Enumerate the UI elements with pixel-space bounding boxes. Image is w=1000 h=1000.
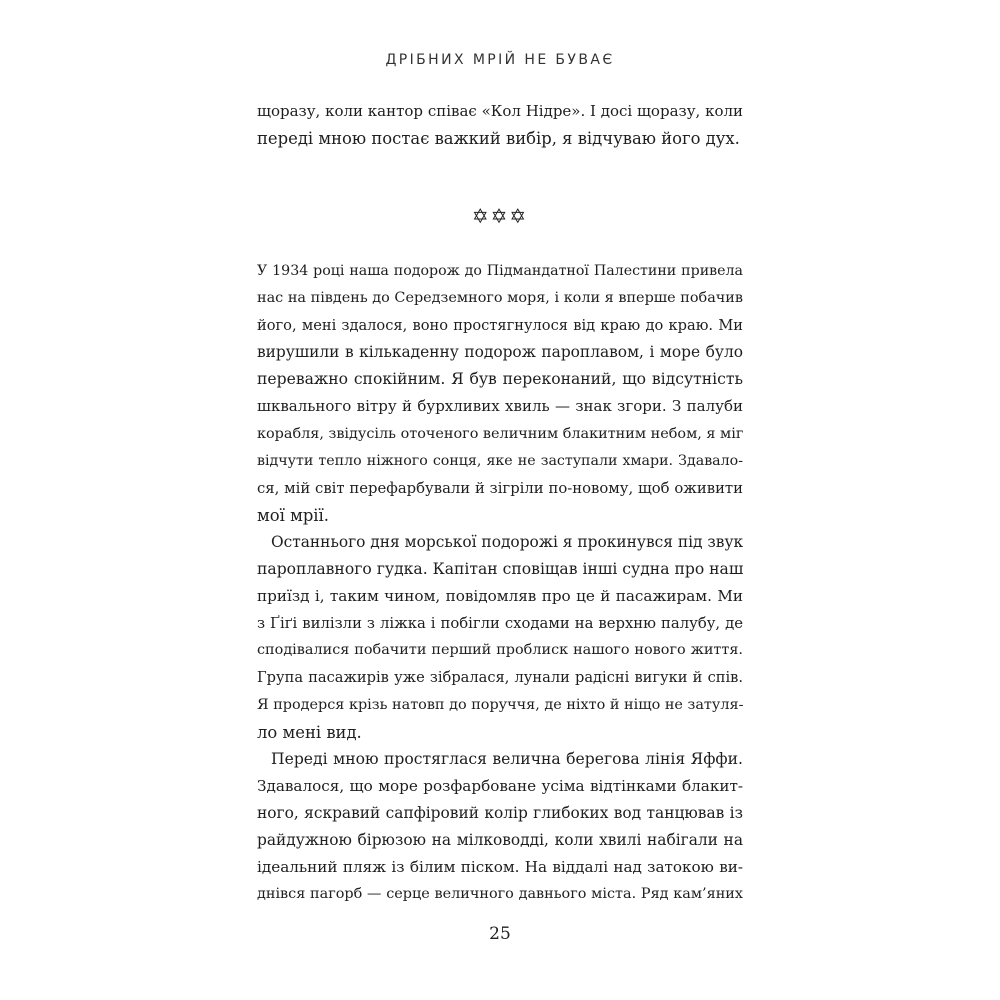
text-line: Група пасажирів уже зібралася, лунали радісні вигуки й спів. (257, 669, 743, 687)
text-line: нас на південь до Середземного моря, і коли я вперше побачив (257, 290, 743, 307)
text-line: переважно спокійним. Я був переконаний, що відсутність (257, 370, 743, 389)
star-of-david-ornament-icon: ✡✡✡ (471, 204, 529, 228)
text-line: сподівалися побачити перший проблиск нашого нового життя. (257, 642, 743, 659)
body-text (257, 258, 743, 908)
text-line: днівся пагорб — серце величного давнього міста. Ряд кам’яних (257, 886, 743, 903)
text-line: У 1934 році наша подорож до Підмандатної Палестини привела (257, 263, 743, 279)
page-number: 25 (489, 924, 511, 944)
text-line: ся, мій світ перефарбували й зігріли по-новому, щоб оживити (257, 479, 743, 497)
text-line: пароплавного гудка. Капітан сповіщав інші судна про наш (257, 560, 744, 579)
running-head: ДРІБНИХ МРІЙ НЕ БУВАЄ (385, 52, 615, 68)
text-line: Я продерся крізь натовп до поруччя, де ніхто й ніщо не затуля- (257, 696, 744, 713)
top-paragraph (257, 98, 743, 152)
text-line: ного, яскравий сапфіровий колір глибоких вод танцював із (257, 803, 743, 822)
text-line: корабля, звідусіль оточеного величним блакитним небом, я міг (257, 425, 744, 442)
text-line: ідеальний пляж із білим піском. На віддалі над затокою ви- (257, 858, 743, 877)
text-line: ло мені вид. (257, 722, 362, 742)
text-line: Здавалося, що море розфарбоване усіма відтінками блакит- (257, 776, 743, 795)
text-line: Останнього дня морської подорожі я прокинувся під звук (271, 532, 744, 551)
text-line: вирушили в кількаденну подорож пароплавом, і море було (257, 343, 743, 362)
text-line: приїзд і, таким чином, повідомляв про це й пасажирам. Ми (257, 587, 743, 606)
text-line: Переді мною простяглася велична берегова лінія Яффи. (271, 749, 743, 768)
text-line: шквального вітру й бурхливих хвиль — знак згори. З палуби (257, 397, 743, 416)
text-line: мої мрії. (257, 505, 330, 525)
text-line: відчути тепло ніжного сонця, яке не заступали хмари. Здавало- (257, 452, 743, 469)
text-line: щоразу, коли кантор співає «Кол Нідре». І досі щоразу, коли (257, 102, 743, 120)
text-line: переді мною постає важкий вибір, я відчуваю його дух. (257, 129, 740, 149)
text-line: райдужною бірюзою на мілководді, коли хвилі набігали на (257, 830, 743, 849)
text-line: з Ґіґі вилізли з ліжка і побігли сходами на верхню палубу, де (257, 615, 743, 633)
text-line: його, мені здалося, воно простягнулося від краю до краю. Ми (257, 317, 743, 335)
